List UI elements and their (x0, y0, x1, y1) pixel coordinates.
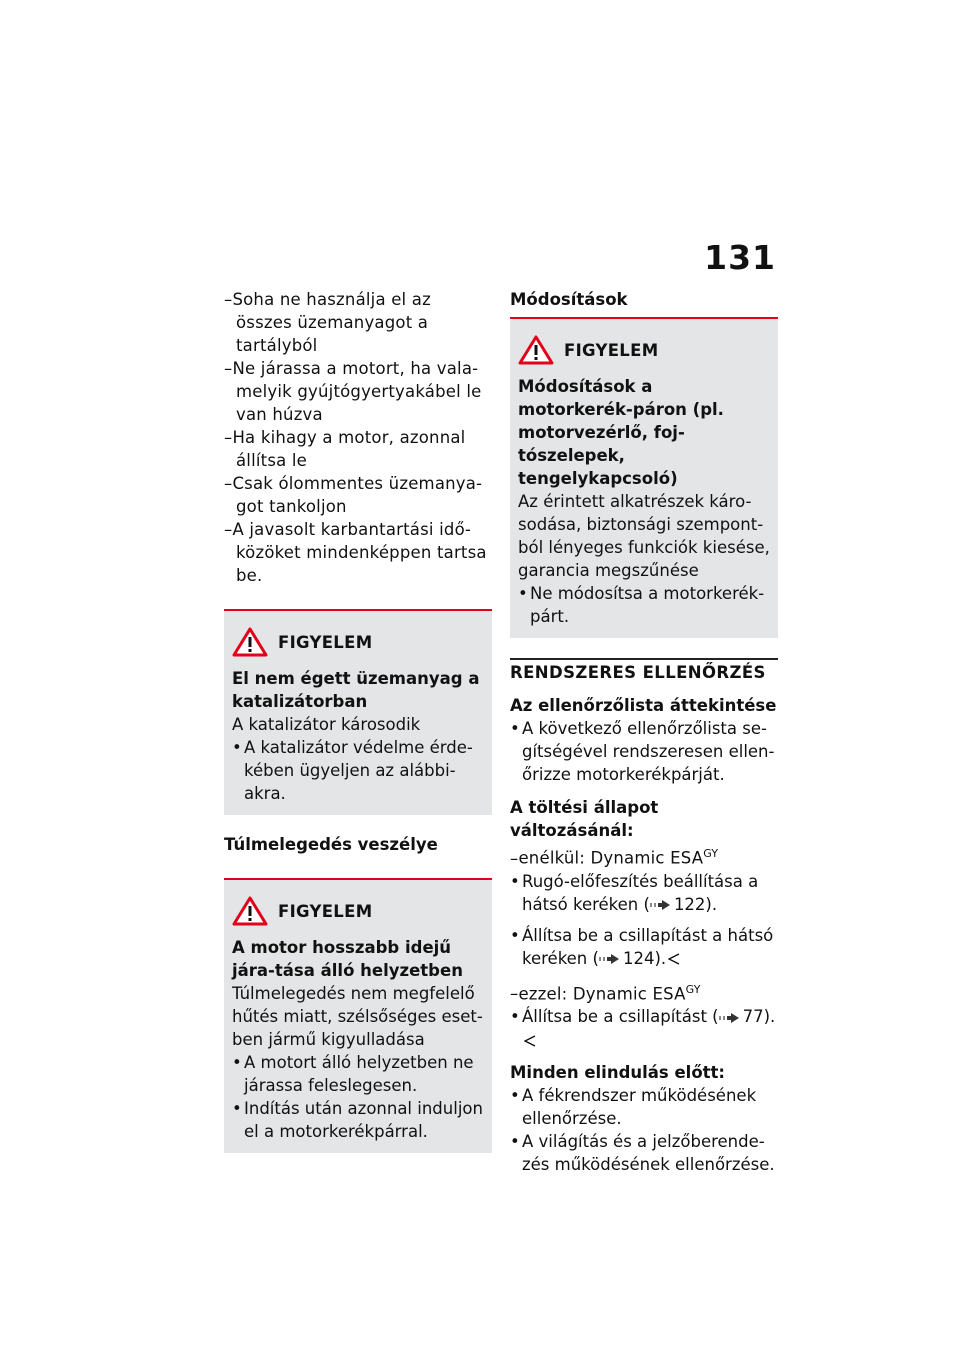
warning-title: FIGYELEM (564, 340, 659, 360)
reference-arrow-icon (650, 900, 670, 910)
overview-heading: Az ellenőrzőlista áttekintése (510, 696, 777, 715)
warning-box-overheating (224, 878, 492, 1153)
list-item: • A világítás és a jelzőberende-zés működésének ellenőrzése. (510, 1130, 778, 1176)
warning-bold-text: A motor hosszabb idejű jára-tása álló helyzetben (232, 938, 463, 980)
warning-title: FIGYELEM (278, 901, 373, 921)
list-item: • A következő ellenőrzőlista se-gítségével rendszeresen ellen-őrizze motorkerékpárját. (510, 717, 778, 786)
reference-arrow-icon (599, 954, 619, 964)
page-number: 131 (704, 238, 776, 277)
warning-triangle-icon (518, 335, 554, 365)
warning-text: A katalizátor károsodik (232, 715, 421, 734)
warning-box-catalyst (224, 609, 492, 815)
list-item: – Ha kihagy a motor, azonnal állítsa le (224, 426, 492, 472)
end-of-section-icon (668, 953, 680, 965)
reference-arrow-icon (719, 1013, 739, 1023)
warning-header (232, 894, 484, 928)
left-column (224, 288, 492, 1153)
list-item: • Rugó-előfeszítés beállítása a hátsó keréken ( 122). (510, 870, 778, 916)
warning-triangle-icon (232, 627, 268, 657)
modifications-heading: Módosítások (510, 290, 628, 309)
warning-text: Túlmelegedés nem megfelelő hűtés miatt, szélsőséges eset-ben jármű kigyulladása (232, 984, 483, 1049)
overheating-heading: Túlmelegedés veszélye (224, 835, 438, 854)
list-item: • Állítsa be a csillapítást a hátsó keréken ( 124). (510, 924, 778, 970)
with-esa-label: – ezzel: Dynamic $ESA^{GY}$ (510, 978, 778, 1006)
warning-triangle-icon (232, 896, 268, 926)
list-item: – A javasolt karbantartási idő-közöket mindenképpen tartsa be. (224, 518, 492, 587)
list-item: – Csak ólommentes üzemanya-got tankoljon (224, 472, 492, 518)
warning-bullet: • A katalizátor védelme érde-kében ügyeljen az alábbi-akra. (232, 736, 484, 805)
warning-bold-text: El nem égett üzemanyag a katalizátorban (232, 669, 480, 711)
section-title: RENDSZERES ELLENŐRZÉS (510, 658, 778, 684)
end-of-section-icon (524, 1035, 536, 1047)
charge-heading: A töltési állapot változásánál: (510, 798, 659, 840)
list-item: – Soha ne használja el az összes üzemanyagot a tartályból (224, 288, 492, 357)
right-column (510, 288, 778, 1176)
list-item: • A fékrendszer működésének ellenőrzése. (510, 1084, 778, 1130)
without-esa-label: – enélkül: Dynamic $ESA^{GY}$ (510, 842, 778, 870)
warning-bullet: • Indítás után azonnal induljon el a motorkerékpárral. (232, 1097, 484, 1143)
warning-bullet: • Ne módosítsa a motorkerék-párt. (518, 582, 770, 628)
page-reference-link[interactable]: 124). (622, 948, 667, 968)
warning-bold-text: Módosítások a motorkerék-páron (pl. motorvezérlő, foj-tószelepek, tengelykapcsoló) (518, 377, 724, 488)
before-departure-heading: Minden elindulás előtt: (510, 1063, 726, 1082)
list-item: – Ne járassa a motort, ha vala-melyik gyújtógyertyakábel le van húzva (224, 357, 492, 426)
warning-box-modifications (510, 317, 778, 638)
warning-bullet: • A motort álló helyzetben ne járassa feleslegesen. (232, 1051, 484, 1097)
warning-text: Az érintett alkatrészek káro-sodása, biztonsági szempont-ból lényeges funkciók kiesése, garancia megszűnése (518, 492, 770, 580)
list-item: • Állítsa be a csillapítást ( 77). (510, 1005, 778, 1051)
page-reference-link[interactable]: 122). (673, 894, 718, 914)
warning-header (232, 625, 484, 659)
warning-header (518, 333, 770, 367)
warning-title: FIGYELEM (278, 632, 373, 652)
page-reference-link[interactable]: 77). (742, 1007, 776, 1026)
